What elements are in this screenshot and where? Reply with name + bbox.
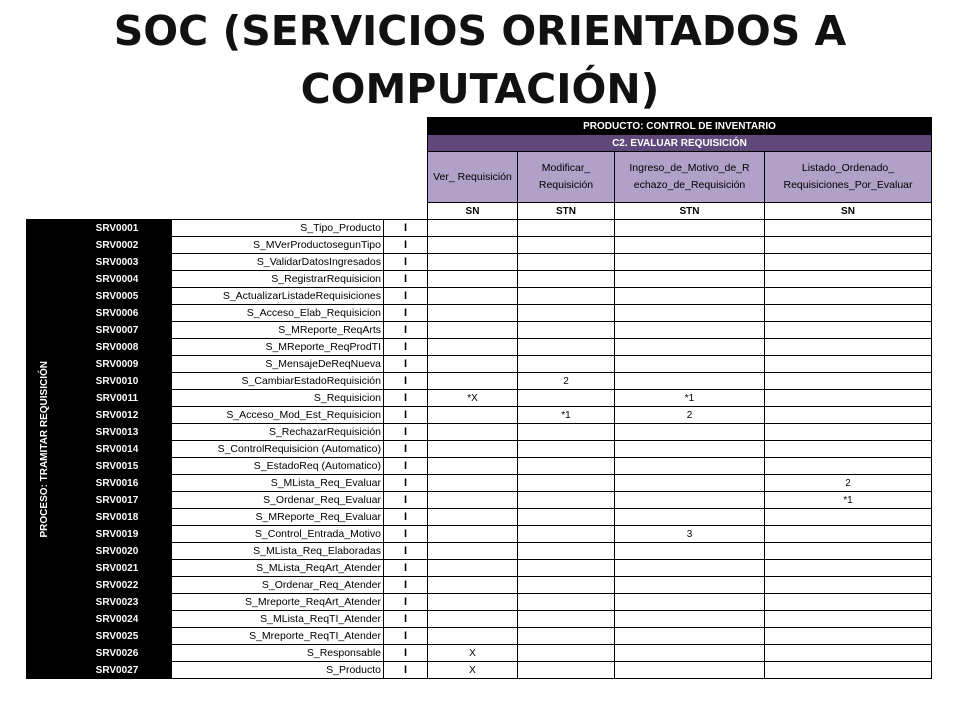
matrix-cell — [615, 458, 765, 475]
matrix-cell — [428, 475, 518, 492]
matrix-cell — [765, 560, 932, 577]
service-code: SRV0024 — [63, 611, 172, 628]
matrix-cell — [765, 220, 932, 237]
matrix-cell — [615, 322, 765, 339]
service-code: SRV0019 — [63, 526, 172, 543]
matrix-cell — [615, 237, 765, 254]
matrix-cell — [518, 577, 615, 594]
service-flag: I — [384, 526, 428, 543]
matrix-cell — [765, 254, 932, 271]
table-row — [27, 305, 932, 322]
process-side-header — [27, 220, 63, 679]
matrix-cell — [765, 645, 932, 662]
service-flag: I — [384, 492, 428, 509]
service-code: SRV0012 — [63, 407, 172, 424]
matrix-cell — [765, 237, 932, 254]
matrix-cell — [765, 339, 932, 356]
matrix-cell — [428, 458, 518, 475]
matrix-cell — [518, 237, 615, 254]
service-name: S_Requisicion — [172, 390, 384, 407]
service-name: S_MVerProductosegunTipo — [172, 237, 384, 254]
matrix-cell — [765, 390, 932, 407]
service-name: S_MReporte_ReqArts — [172, 322, 384, 339]
service-name: S_ControlRequisicion (Automatico) — [172, 441, 384, 458]
matrix-cell — [428, 271, 518, 288]
matrix-cell — [518, 356, 615, 373]
table-row — [27, 645, 932, 662]
column-header-ingreso-motivo-rechazo: Ingreso_de_Motivo_de_R echazo_de_Requisición — [615, 152, 765, 203]
service-name: S_MLista_ReqArt_Atender — [172, 560, 384, 577]
service-name: S_RechazarRequisición — [172, 424, 384, 441]
table-row — [27, 441, 932, 458]
matrix-cell — [518, 560, 615, 577]
matrix-cell: 2 — [765, 475, 932, 492]
matrix-cell: 3 — [615, 526, 765, 543]
service-code: SRV0009 — [63, 356, 172, 373]
service-code: SRV0022 — [63, 577, 172, 594]
service-flag: I — [384, 322, 428, 339]
matrix-cell — [428, 628, 518, 645]
service-name: S_RegistrarRequisicion — [172, 271, 384, 288]
matrix-cell — [615, 475, 765, 492]
table-row — [27, 475, 932, 492]
process-label: PROCESO: TRAMITAR REQUISICIÓN — [39, 360, 50, 538]
matrix-cell: *1 — [615, 390, 765, 407]
matrix-cell — [615, 628, 765, 645]
matrix-cell — [615, 509, 765, 526]
service-flag: I — [384, 560, 428, 577]
matrix-cell — [765, 628, 932, 645]
service-name: S_MReporte_ReqProdTI — [172, 339, 384, 356]
matrix-cell — [615, 594, 765, 611]
matrix-cell — [518, 288, 615, 305]
matrix-cell — [615, 645, 765, 662]
service-name: S_Acceso_Elab_Requisicion — [172, 305, 384, 322]
column-header-listado-ordenado: Listado_Ordenado_ Requisiciones_Por_Evaluar — [765, 152, 932, 203]
service-code: SRV0014 — [63, 441, 172, 458]
matrix-cell — [765, 509, 932, 526]
matrix-cell — [518, 611, 615, 628]
matrix-cell — [518, 441, 615, 458]
matrix-cell: 2 — [615, 407, 765, 424]
service-code: SRV0005 — [63, 288, 172, 305]
empty-corner — [27, 118, 428, 220]
matrix-cell — [615, 543, 765, 560]
service-flag: I — [384, 611, 428, 628]
matrix-cell — [428, 339, 518, 356]
service-name: S_MLista_Req_Elaboradas — [172, 543, 384, 560]
matrix-cell — [765, 577, 932, 594]
matrix-cell — [765, 271, 932, 288]
matrix-cell — [615, 373, 765, 390]
matrix-cell — [615, 560, 765, 577]
service-code: SRV0018 — [63, 509, 172, 526]
matrix-cell — [518, 305, 615, 322]
service-flag: I — [384, 594, 428, 611]
service-code: SRV0004 — [63, 271, 172, 288]
table-row — [27, 288, 932, 305]
column-type: STN — [518, 203, 615, 220]
table-row — [27, 458, 932, 475]
column-header-modificar-requisicion: Modificar_ Requisición — [518, 152, 615, 203]
service-code: SRV0017 — [63, 492, 172, 509]
matrix-cell: X — [428, 645, 518, 662]
page-title-line-2: COMPUTACIÓN) — [300, 65, 660, 113]
service-name: S_MensajeDeReqNueva — [172, 356, 384, 373]
matrix-cell — [765, 526, 932, 543]
service-code: SRV0025 — [63, 628, 172, 645]
table-row — [27, 390, 932, 407]
matrix-cell — [765, 424, 932, 441]
service-name: S_Ordenar_Req_Evaluar — [172, 492, 384, 509]
service-name: S_Acceso_Mod_Est_Requisicion — [172, 407, 384, 424]
matrix-cell — [428, 407, 518, 424]
matrix-cell — [428, 305, 518, 322]
service-flag: I — [384, 356, 428, 373]
matrix-cell — [428, 577, 518, 594]
matrix-cell — [615, 271, 765, 288]
service-flag: I — [384, 305, 428, 322]
service-flag: I — [384, 373, 428, 390]
table-row — [27, 628, 932, 645]
matrix-cell — [518, 322, 615, 339]
matrix-cell — [428, 526, 518, 543]
matrix-cell — [428, 611, 518, 628]
table-row — [27, 356, 932, 373]
matrix-cell — [428, 237, 518, 254]
matrix-cell — [428, 220, 518, 237]
matrix-cell — [518, 254, 615, 271]
matrix-cell — [518, 594, 615, 611]
matrix-cell — [765, 322, 932, 339]
table-body — [27, 118, 932, 679]
matrix-cell — [518, 492, 615, 509]
service-name: S_ValidarDatosIngresados — [172, 254, 384, 271]
table-row — [27, 220, 932, 237]
table-row — [27, 662, 932, 679]
service-code: SRV0003 — [63, 254, 172, 271]
matrix-cell — [615, 441, 765, 458]
service-code: SRV0026 — [63, 645, 172, 662]
service-name: S_EstadoReq (Automatico) — [172, 458, 384, 475]
matrix-cell — [765, 543, 932, 560]
matrix-cell — [615, 254, 765, 271]
service-flag: I — [384, 628, 428, 645]
matrix-cell — [428, 594, 518, 611]
table-row — [27, 237, 932, 254]
matrix-cell — [428, 356, 518, 373]
matrix-cell — [518, 271, 615, 288]
soc-matrix-table — [26, 117, 932, 679]
service-flag: I — [384, 645, 428, 662]
service-name: S_MReporte_Req_Evaluar — [172, 509, 384, 526]
table-row — [27, 254, 932, 271]
product-header: PRODUCTO: CONTROL DE INVENTARIO — [428, 118, 932, 135]
matrix-cell — [428, 424, 518, 441]
table-row — [27, 509, 932, 526]
page-title-line-1: SOC (SERVICIOS ORIENTADOS A — [113, 7, 847, 55]
matrix-cell — [615, 492, 765, 509]
column-type: STN — [615, 203, 765, 220]
matrix-cell — [518, 390, 615, 407]
service-code: SRV0008 — [63, 339, 172, 356]
service-name: S_Mreporte_ReqTI_Atender — [172, 628, 384, 645]
column-type: SN — [428, 203, 518, 220]
table-row — [27, 271, 932, 288]
matrix-cell — [518, 526, 615, 543]
service-flag: I — [384, 288, 428, 305]
service-flag: I — [384, 475, 428, 492]
matrix-cell — [615, 424, 765, 441]
table-row — [27, 407, 932, 424]
matrix-cell: *1 — [765, 492, 932, 509]
service-code: SRV0020 — [63, 543, 172, 560]
service-flag: I — [384, 577, 428, 594]
service-flag: I — [384, 407, 428, 424]
service-flag: I — [384, 662, 428, 679]
matrix-cell — [428, 560, 518, 577]
matrix-cell — [615, 220, 765, 237]
matrix-cell — [765, 458, 932, 475]
service-code: SRV0006 — [63, 305, 172, 322]
table-row — [27, 339, 932, 356]
column-header-ver-requisicion: Ver_ Requisición — [428, 152, 518, 203]
table-row — [27, 560, 932, 577]
service-code: SRV0001 — [63, 220, 172, 237]
column-type: SN — [765, 203, 932, 220]
matrix-cell — [428, 322, 518, 339]
table-row — [27, 526, 932, 543]
table-row — [27, 543, 932, 560]
service-flag: I — [384, 237, 428, 254]
matrix-cell — [765, 356, 932, 373]
matrix-cell — [518, 220, 615, 237]
matrix-cell — [615, 662, 765, 679]
matrix-cell — [428, 441, 518, 458]
matrix-cell — [765, 441, 932, 458]
service-name: S_CambiarEstadoRequisición — [172, 373, 384, 390]
matrix-cell — [518, 458, 615, 475]
matrix-cell — [518, 339, 615, 356]
service-name: S_MLista_ReqTI_Atender — [172, 611, 384, 628]
matrix-cell — [765, 594, 932, 611]
matrix-cell — [518, 509, 615, 526]
table-row — [27, 322, 932, 339]
table-row — [27, 492, 932, 509]
service-code: SRV0010 — [63, 373, 172, 390]
matrix-cell — [615, 305, 765, 322]
matrix-cell — [765, 611, 932, 628]
matrix-cell — [615, 339, 765, 356]
service-flag: I — [384, 509, 428, 526]
matrix-cell — [765, 407, 932, 424]
service-name: S_Tipo_Producto — [172, 220, 384, 237]
matrix-cell: *X — [428, 390, 518, 407]
service-flag: I — [384, 339, 428, 356]
service-code: SRV0002 — [63, 237, 172, 254]
service-name: S_Mreporte_ReqArt_Atender — [172, 594, 384, 611]
service-code: SRV0013 — [63, 424, 172, 441]
matrix-cell — [518, 424, 615, 441]
service-flag: I — [384, 390, 428, 407]
section-header: C2. EVALUAR REQUISICIÓN — [428, 135, 932, 152]
service-code: SRV0027 — [63, 662, 172, 679]
table-row — [27, 577, 932, 594]
service-flag: I — [384, 220, 428, 237]
matrix-cell: *1 — [518, 407, 615, 424]
table-row — [27, 611, 932, 628]
matrix-cell: X — [428, 662, 518, 679]
matrix-cell — [428, 254, 518, 271]
service-flag: I — [384, 543, 428, 560]
matrix-cell: 2 — [518, 373, 615, 390]
service-code: SRV0016 — [63, 475, 172, 492]
service-name: S_Control_Entrada_Motivo — [172, 526, 384, 543]
matrix-cell — [615, 577, 765, 594]
matrix-cell — [428, 288, 518, 305]
service-code: SRV0011 — [63, 390, 172, 407]
matrix-cell — [765, 305, 932, 322]
service-name: S_MLista_Req_Evaluar — [172, 475, 384, 492]
service-flag: I — [384, 254, 428, 271]
matrix-cell — [518, 628, 615, 645]
matrix-cell — [615, 288, 765, 305]
matrix-cell — [518, 662, 615, 679]
service-code: SRV0021 — [63, 560, 172, 577]
service-name: S_Ordenar_Req_Atender — [172, 577, 384, 594]
matrix-cell — [615, 356, 765, 373]
matrix-cell — [428, 373, 518, 390]
page-title — [0, 2, 960, 118]
matrix-cell — [765, 288, 932, 305]
table-row — [27, 373, 932, 390]
service-name: S_Responsable — [172, 645, 384, 662]
service-code: SRV0015 — [63, 458, 172, 475]
service-code: SRV0007 — [63, 322, 172, 339]
service-flag: I — [384, 271, 428, 288]
matrix-cell — [428, 492, 518, 509]
table-row — [27, 594, 932, 611]
matrix-cell — [518, 543, 615, 560]
service-flag: I — [384, 458, 428, 475]
matrix-cell — [428, 543, 518, 560]
matrix-cell — [765, 373, 932, 390]
service-name: S_Producto — [172, 662, 384, 679]
matrix-cell — [765, 662, 932, 679]
table-row — [27, 424, 932, 441]
matrix-cell — [518, 475, 615, 492]
service-flag: I — [384, 441, 428, 458]
matrix-cell — [428, 509, 518, 526]
service-flag: I — [384, 424, 428, 441]
service-code: SRV0023 — [63, 594, 172, 611]
matrix-cell — [518, 645, 615, 662]
matrix-cell — [615, 611, 765, 628]
service-name: S_ActualizarListadeRequisiciones — [172, 288, 384, 305]
